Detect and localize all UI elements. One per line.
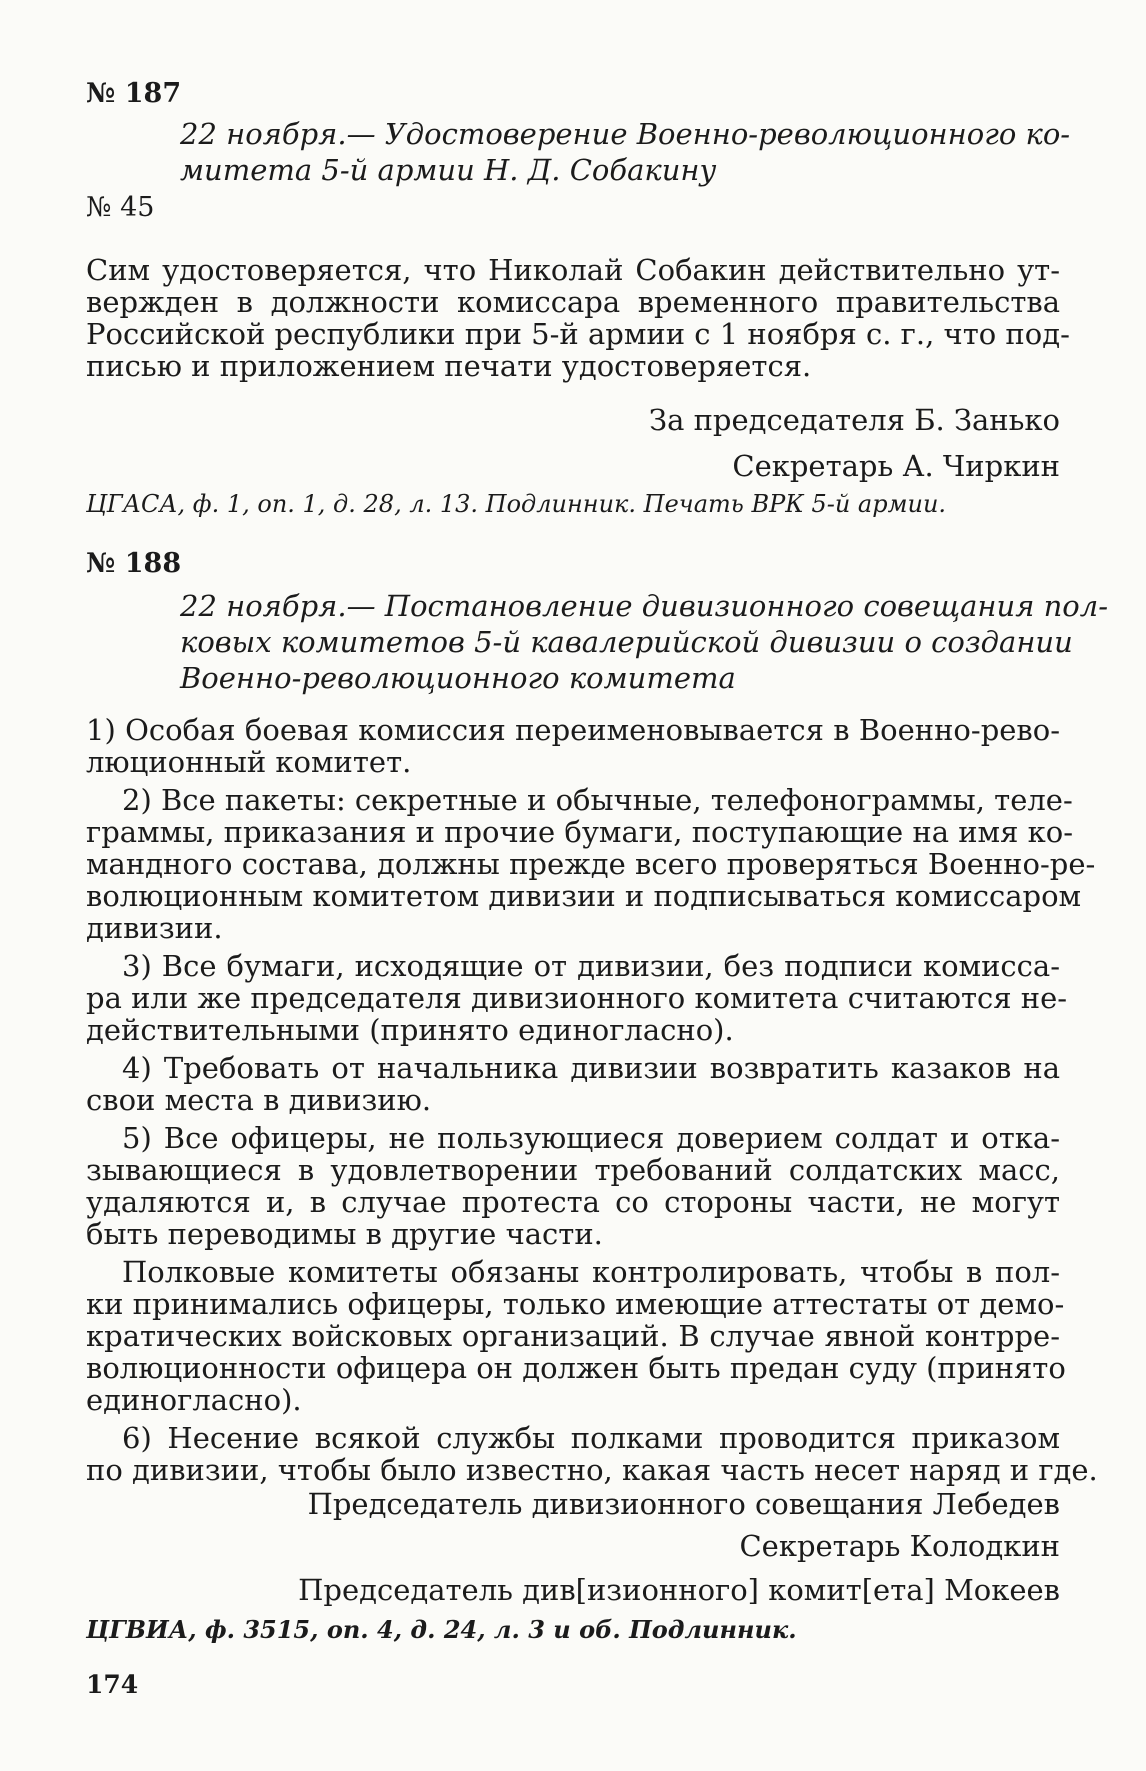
doc188-number: № 188: [86, 548, 182, 579]
doc188-body-line: единогласно).: [86, 1383, 302, 1417]
signature-line: Председатель дивизионного совещания Лебедев: [307, 1487, 1060, 1521]
doc188-body-line: ра или же председателя дивизионного комитета считаются не-: [86, 981, 1068, 1015]
doc188-body-line: мандного состава, должны прежде всего проверяться Военно-ре-: [86, 847, 1096, 881]
doc188-body-line: 2) Все пакеты: секретные и обычные, телефонограммы, теле-: [122, 783, 1073, 817]
doc188-title-line: 22 ноября.— Постановление дивизионного совещания пол-: [180, 589, 1109, 623]
doc188-body-line: дивизии.: [86, 911, 223, 945]
doc188-body-line: 1) Особая боевая комиссия переименовывается в Военно-рево-: [86, 713, 1060, 747]
signature-line: Секретарь Колодкин: [739, 1529, 1060, 1563]
doc187-title-line: митета 5-й армии Н. Д. Собакину: [180, 153, 717, 187]
doc187-body-line: Российской республики при 5-й армии с 1 ноября с. г., что под-: [86, 317, 1070, 351]
signature-line: За председателя Б. Занько: [649, 403, 1060, 437]
doc188-body-line: по дивизии, чтобы было известно, какая часть несет наряд и где.: [86, 1453, 1098, 1487]
page-number: 174: [86, 1670, 139, 1699]
doc188-body-line: удаляются и, в случае протеста со стороны части, не могут: [86, 1185, 1060, 1219]
doc188-body-line: 5) Все офицеры, не пользующиеся доверием солдат и отка-: [122, 1121, 1060, 1155]
doc188-title-line: ковых комитетов 5-й кавалерийской дивизии о создании: [180, 625, 1073, 659]
doc187-body-line: писью и приложением печати удостоверяется.: [86, 349, 812, 383]
archive-source: ЦГВИА, ф. 3515, оп. 4, д. 24, л. 3 и об. Подлинник.: [86, 1615, 797, 1644]
doc188-body-line: люционный комитет.: [86, 745, 412, 779]
doc188-body-line: ки принимались офицеры, только имеющие аттестаты от демо-: [86, 1287, 1065, 1321]
doc188-body-line: зывающиеся в удовлетворении требований солдатских масс,: [86, 1153, 1060, 1187]
doc188-body-line: 4) Требовать от начальника дивизии возвратить казаков на: [122, 1051, 1060, 1085]
doc188-body-line: кратических войсковых организаций. В случае явной контрре-: [86, 1319, 1060, 1353]
doc188-body-line: волюционности офицера он должен быть предан суду (принято: [86, 1351, 1066, 1385]
signature-line: Председатель див[изионного] комит[ета] Мокеев: [298, 1573, 1060, 1607]
doc188-body-line: 6) Несение всякой службы полками проводится приказом: [122, 1421, 1060, 1455]
doc187-doc-number-text: № 45: [86, 192, 155, 223]
doc187-body-line: вержден в должности комиссара временного правительства: [86, 285, 1060, 319]
archive-source: ЦГАСА, ф. 1, оп. 1, д. 28, л. 13. Подлинник. Печать ВРК 5-й армии.: [86, 490, 947, 518]
doc188-body-line: волюционным комитетом дивизии и подписываться комиссаром: [86, 879, 1082, 913]
doc187-body-line: Сим удостоверяется, что Николай Собакин действительно ут-: [86, 253, 1060, 287]
doc188-body-line: свои места в дивизию.: [86, 1083, 432, 1117]
doc188-body-line: граммы, приказания и прочие бумаги, поступающие на имя ко-: [86, 815, 1073, 849]
doc188-body-line: быть переводимы в другие части.: [86, 1217, 603, 1251]
doc187-title-line: 22 ноября.— Удостоверение Военно-революционного ко-: [180, 117, 1071, 151]
doc188-body-line: Полковые комитеты обязаны контролировать, чтобы в пол-: [122, 1255, 1060, 1289]
doc187-number: № 187: [86, 78, 182, 109]
signature-line: Секретарь А. Чиркин: [732, 449, 1060, 483]
doc188-body-line: 3) Все бумаги, исходящие от дивизии, без подписи комисса-: [122, 949, 1060, 983]
doc188-body-line: действительными (принято единогласно).: [86, 1013, 734, 1047]
doc188-title-line: Военно-революционного комитета: [180, 661, 736, 695]
